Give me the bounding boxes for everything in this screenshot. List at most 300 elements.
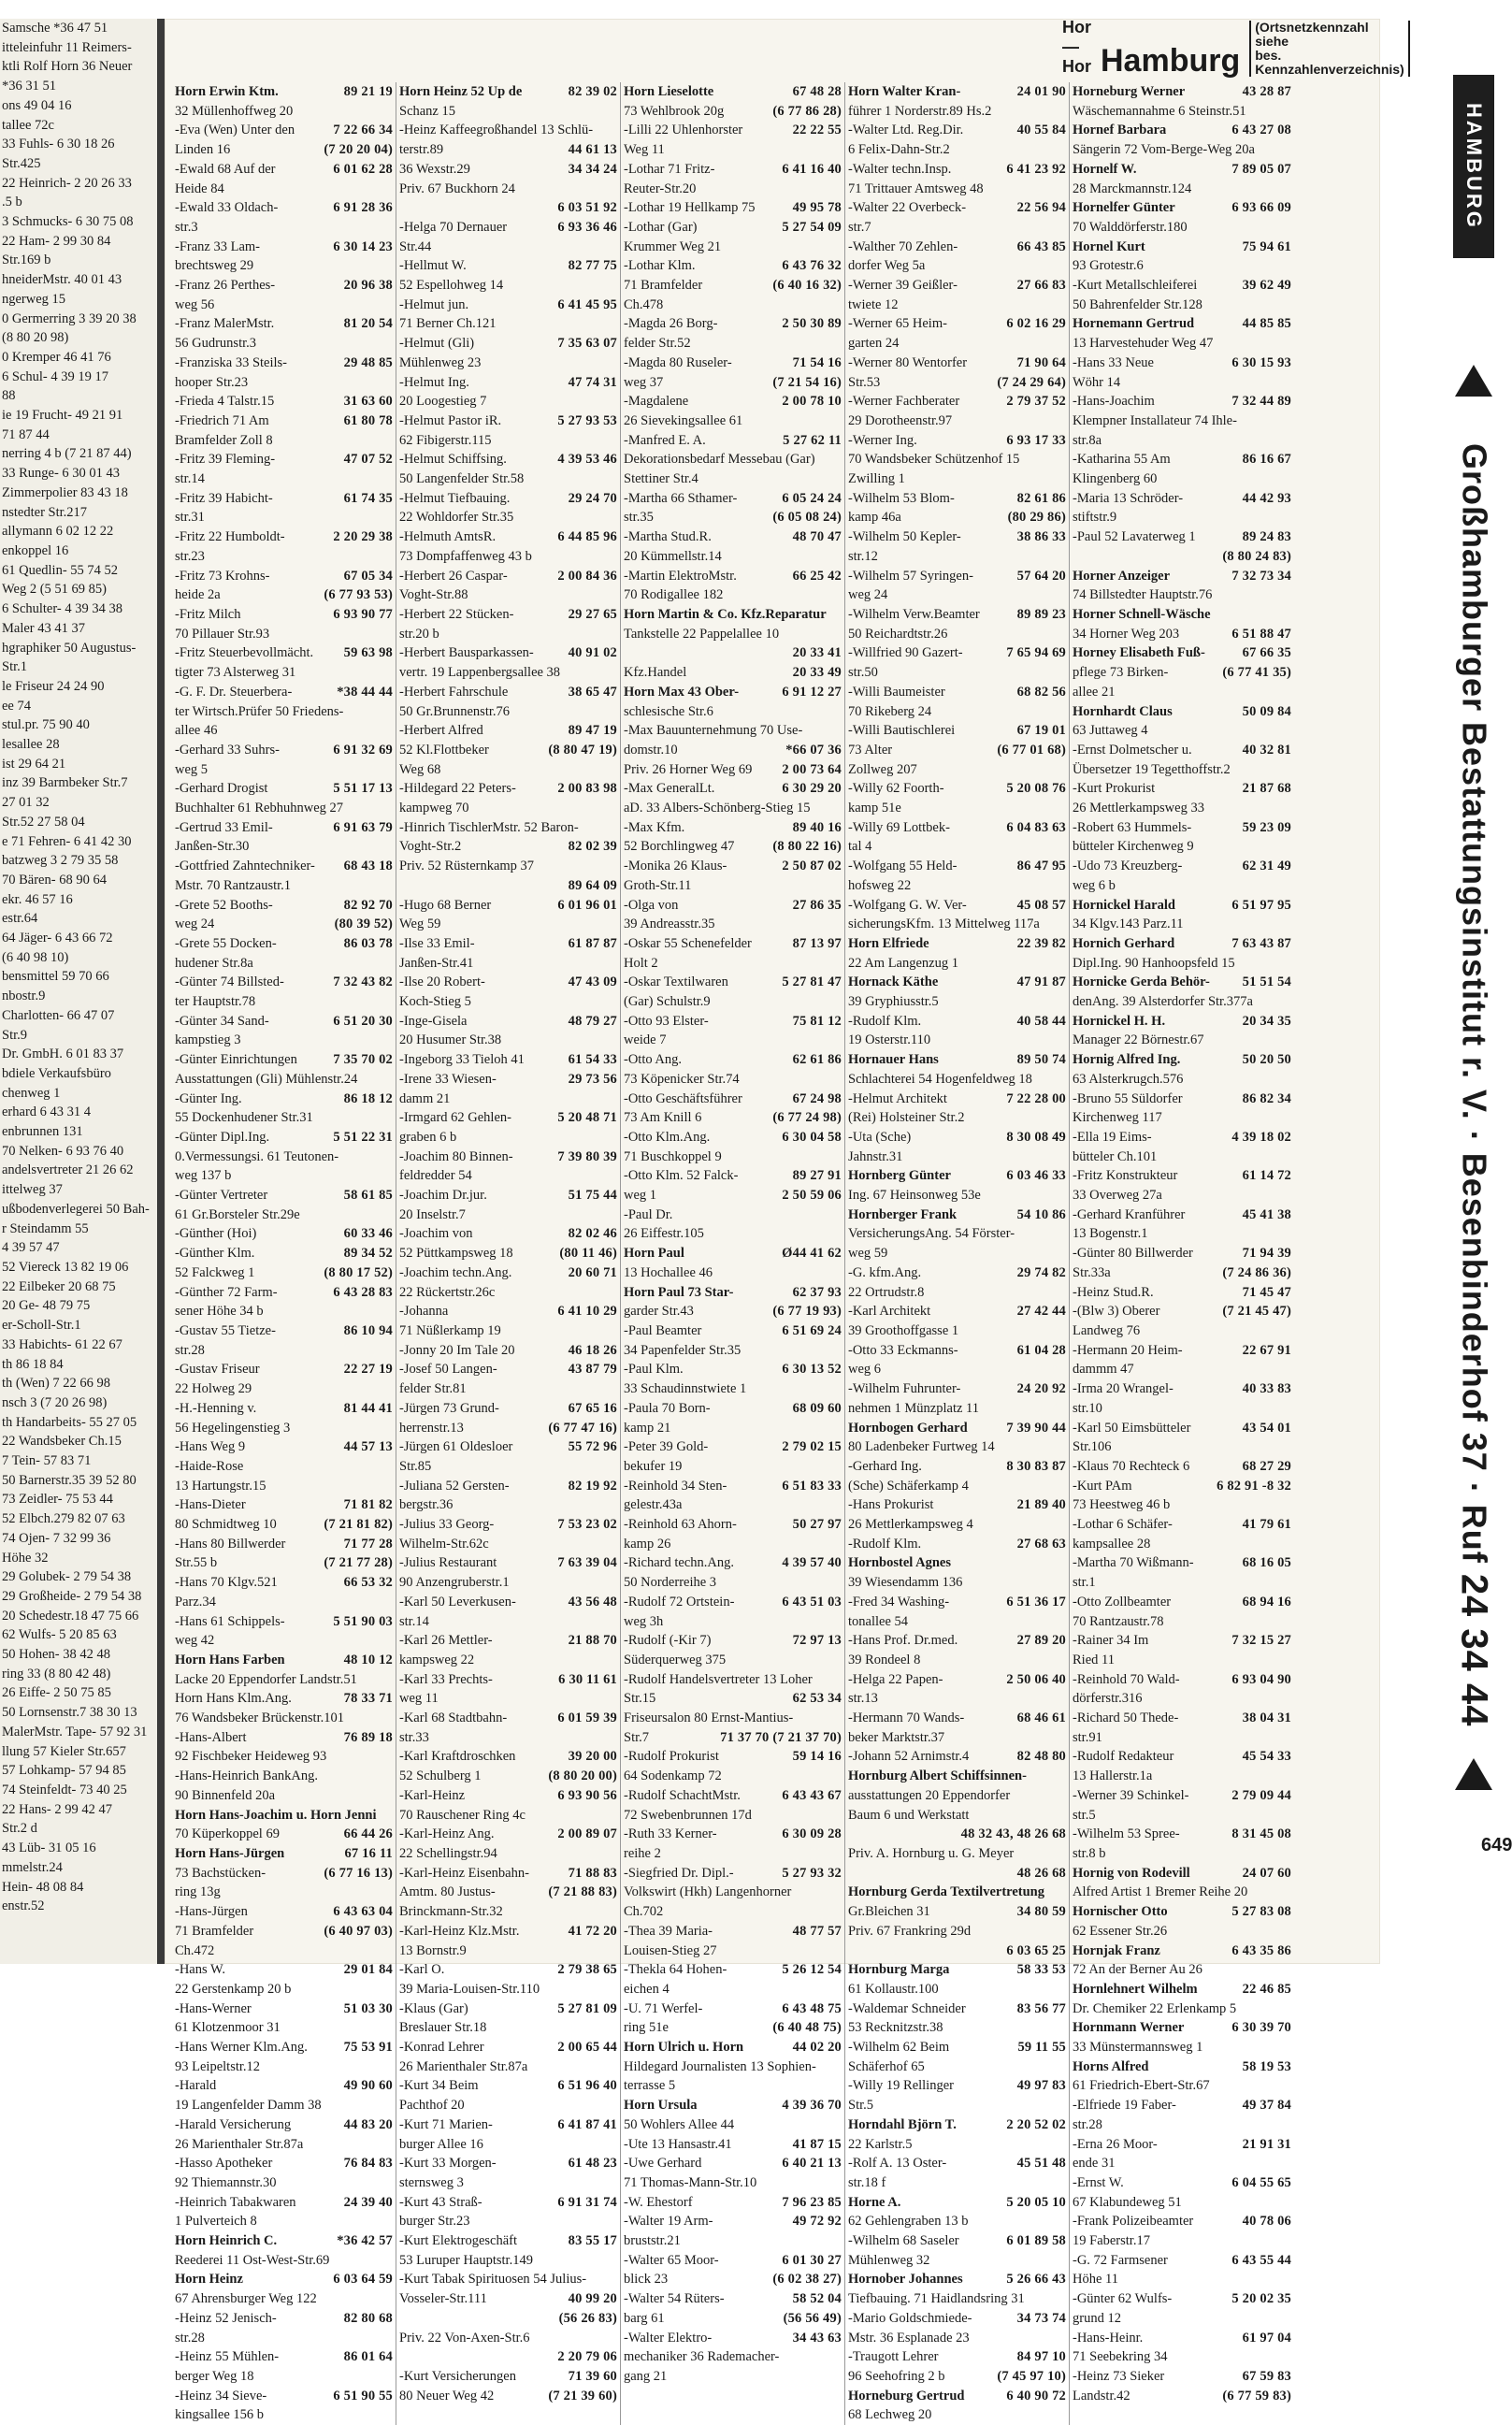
prev-page-line: Höhe 32 — [2, 1550, 49, 1566]
entry-text: -Hans-Joachim — [1073, 394, 1155, 410]
directory-entry — [624, 2057, 842, 2077]
prev-page-line: 22 Heinrich- 2 20 26 33 — [2, 175, 132, 191]
directory-entry — [1073, 721, 1291, 741]
entry-text: 53 Recknitzstr.38 — [848, 2020, 943, 2036]
entry-phone: 75 53 91 — [343, 2040, 393, 2056]
directory-entry — [175, 1050, 393, 1070]
directory-entry — [399, 818, 617, 838]
entry-phone: 82 61 86 — [1016, 490, 1066, 506]
entry-text: -G. 72 Farmsener — [1073, 2252, 1168, 2268]
entry-phone: 21 88 70 — [568, 1633, 617, 1649]
directory-entry — [848, 2193, 1066, 2213]
entry-phone: 68 09 60 — [792, 1400, 842, 1416]
directory-entry — [1073, 1090, 1291, 1109]
entry-text: -Hermann 20 Heim- — [1073, 1342, 1183, 1358]
entry-phone: 5 20 08 76 — [1006, 781, 1066, 797]
prev-page-line: llung 57 Kieler Str.657 — [2, 1743, 126, 1759]
entry-phone: 2 00 78 10 — [782, 394, 842, 410]
directory-entry — [624, 2212, 842, 2231]
entry-text: 52 Püttkampsweg 18 — [399, 1246, 513, 1262]
entry-phone: 59 14 16 — [792, 1749, 842, 1765]
entry-text: -Paula 70 Born- — [624, 1400, 711, 1416]
directory-entry — [1073, 276, 1291, 296]
entry-text: -Hans 61 Schippels- — [175, 1613, 285, 1629]
directory-entry — [624, 2018, 842, 2038]
entry-phone: 67 48 28 — [792, 84, 842, 99]
directory-entry — [1073, 1709, 1291, 1728]
directory-entry — [399, 1050, 617, 1070]
entry-text: Hornauer Hans — [848, 1052, 939, 1068]
directory-entry — [848, 1883, 1066, 1902]
directory-entry — [1073, 915, 1291, 934]
entry-text: 50 Langenfelder Str.58 — [399, 471, 525, 487]
entry-text: -Helga 70 Dernauer — [399, 219, 508, 235]
directory-entry — [1073, 663, 1291, 683]
entry-text: Str.85 — [399, 1458, 432, 1474]
entry-phone: 86 03 78 — [343, 935, 393, 951]
directory-entry — [399, 489, 617, 509]
entry-text: 39 Andreasstr.35 — [624, 917, 715, 932]
entry-phone: 2 00 83 98 — [557, 781, 617, 797]
entry-phone: 45 54 33 — [1242, 1749, 1291, 1765]
entry-phone: (6 40 48 75) — [772, 2020, 842, 2036]
entry-text: 26 Marienthaler Str.87a — [399, 2058, 528, 2074]
entry-text: 73 Wehlbrook 20g — [624, 103, 725, 119]
entry-text: -Wilhelm Fuhrunter- — [848, 1381, 961, 1397]
entry-phone: 7 53 23 02 — [557, 1517, 617, 1533]
entry-phone: 7 63 39 04 — [557, 1555, 617, 1571]
directory-entry — [624, 238, 842, 257]
directory-entry — [624, 741, 842, 760]
entry-text: 52 Kl.Flottbeker — [399, 742, 489, 758]
entry-text: Voght-Str.88 — [399, 587, 468, 603]
directory-entry — [175, 954, 393, 974]
entry-text: allee 46 — [175, 723, 218, 739]
directory-entry — [399, 1205, 617, 1225]
directory-entry — [848, 721, 1066, 741]
directory-entry — [175, 896, 393, 916]
directory-entry — [1073, 1573, 1291, 1593]
entry-text: beker Marktstr.37 — [848, 1729, 945, 1745]
entry-text: Groth-Str.11 — [624, 877, 692, 893]
entry-phone: 71 88 83 — [568, 1865, 617, 1881]
directory-entry — [399, 450, 617, 469]
entry-phone: 40 58 44 — [1016, 1013, 1066, 1029]
entry-phone: 40 55 84 — [1016, 123, 1066, 138]
directory-entry — [848, 1651, 1066, 1670]
entry-phone: 89 21 19 — [343, 84, 393, 99]
entry-phone: 29 01 84 — [343, 1962, 393, 1978]
entry-text: -Olga von — [624, 897, 679, 913]
entry-text: Janßen-Str.30 — [175, 839, 250, 855]
hamburg-side-tab: HAMBURG — [1453, 75, 1494, 258]
entry-phone: 82 80 68 — [343, 2310, 393, 2326]
directory-entry — [848, 1321, 1066, 1341]
directory-entry — [848, 1806, 1066, 1826]
entry-text: str.8a — [1073, 432, 1102, 448]
entry-phone: 6 43 48 75 — [782, 2000, 842, 2016]
directory-entry — [624, 857, 842, 876]
directory-entry — [175, 741, 393, 760]
prev-page-line: nsch 3 (7 20 26 98) — [2, 1394, 108, 1410]
directory-entry — [848, 1612, 1066, 1632]
entry-text: -Franz 33 Lam- — [175, 238, 260, 254]
directory-entry — [399, 741, 617, 760]
entry-text: Bramfelder Zoll 8 — [175, 432, 273, 448]
entry-phone: 89 34 52 — [343, 1246, 393, 1262]
prev-page-line: 0 Germerring 3 39 20 38 — [2, 310, 137, 326]
prev-page-line: th (Wen) 7 22 66 98 — [2, 1376, 111, 1392]
entry-text: denAng. 39 Alsterdorfer Str.377a — [1073, 994, 1253, 1010]
prev-page-line: Str.2 d — [2, 1821, 37, 1837]
entry-phone: 71 94 39 — [1242, 1246, 1291, 1262]
entry-text: 0.Vermessungsi. 61 Teutonen- — [175, 1148, 339, 1164]
entry-text: Dr. Chemiker 22 Erlenkamp 5 — [1073, 2000, 1237, 2016]
directory-entry — [848, 1728, 1066, 1748]
directory-entry — [399, 392, 617, 411]
directory-entry — [848, 1573, 1066, 1593]
entry-phone: 68 46 61 — [1016, 1710, 1066, 1726]
entry-phone: 40 91 02 — [568, 645, 617, 661]
prev-page-line: Dr. GmbH. 6 01 83 37 — [2, 1047, 124, 1062]
entry-text: -Eva (Wen) Unter den — [175, 123, 295, 138]
entry-phone: 2 00 84 36 — [557, 568, 617, 584]
directory-entry — [175, 1070, 393, 1090]
directory-entry — [175, 2289, 393, 2309]
entry-text: -Paul Beamter — [624, 1323, 702, 1338]
entry-text: 22 Karlstr.5 — [848, 2136, 913, 2152]
directory-entry — [624, 276, 842, 296]
entry-text: 19 Faberstr.17 — [1073, 2233, 1150, 2249]
entry-text: -Max Bauunternehmung 70 Use- — [624, 723, 803, 739]
directory-entry — [1073, 567, 1291, 586]
directory-entry — [175, 140, 393, 160]
entry-phone: 47 91 87 — [1016, 974, 1066, 990]
entry-text: ring 51e — [624, 2020, 669, 2036]
directory-entry — [624, 547, 842, 567]
directory-entry — [175, 643, 393, 663]
entry-phone: 59 11 55 — [1017, 2040, 1066, 2056]
entry-phone: 6 51 88 47 — [1231, 626, 1291, 642]
directory-entry — [399, 1031, 617, 1050]
entry-text: Str.55 b — [175, 1555, 218, 1571]
entry-text: -Herbert Bausparkassen- — [399, 645, 534, 661]
entry-phone: 6 43 35 86 — [1231, 1942, 1291, 1958]
entry-phone: 6 01 59 39 — [557, 1710, 617, 1726]
directory-entry — [848, 585, 1066, 605]
directory-entry — [848, 2038, 1066, 2057]
directory-entry — [1073, 818, 1291, 838]
entry-text: Priv. 52 Rüsternkamp 37 — [399, 859, 535, 874]
entry-text: -Karl O. — [399, 1962, 445, 1978]
entry-text: ring 13g — [175, 1884, 221, 1900]
directory-entry — [175, 625, 393, 644]
directory-entry — [624, 1767, 842, 1786]
prev-page-line: itteleinfuhr 11 Reimers- — [2, 39, 132, 55]
entry-text: -Willy 62 Foorth- — [848, 781, 944, 797]
directory-entry — [399, 1631, 617, 1651]
book-spine — [157, 19, 165, 1964]
entry-text: domstr.10 — [624, 742, 678, 758]
entry-text: -Werner 80 Wentorfer — [848, 354, 968, 370]
directory-entry — [848, 683, 1066, 702]
entry-text: berger Weg 18 — [175, 2368, 254, 2384]
directory-entry — [848, 605, 1066, 625]
entry-phone: 68 16 05 — [1242, 1555, 1291, 1571]
entry-phone: 24 07 60 — [1242, 1865, 1291, 1881]
entry-phone: 57 64 20 — [1016, 568, 1066, 584]
directory-entry — [624, 1070, 842, 1090]
entry-text: Janßen-Str.41 — [399, 955, 474, 971]
directory-entry — [624, 1341, 842, 1361]
entry-text: -Heinz 55 Mühlen- — [175, 2349, 280, 2365]
entry-text: Schäferhof 65 — [848, 2058, 925, 2074]
entry-phone: 49 97 83 — [1016, 2078, 1066, 2094]
entry-text: brechtsweg 29 — [175, 258, 254, 274]
directory-entry — [175, 1786, 393, 1806]
directory-entry — [175, 334, 393, 354]
directory-entry — [848, 314, 1066, 334]
prev-page-line: 4 39 57 47 — [2, 1240, 60, 1256]
entry-text: -Joachim techn.Ang. — [399, 1264, 512, 1280]
entry-text: weg 11 — [399, 1691, 439, 1707]
directory-entry — [624, 2076, 842, 2096]
directory-entry — [848, 489, 1066, 509]
directory-entry — [399, 140, 617, 160]
directory-entry — [399, 2173, 617, 2193]
directory-entry — [1073, 1148, 1291, 1167]
prev-page-line: 50 Barnerstr.35 39 52 80 — [2, 1472, 137, 1488]
directory-entry — [624, 1050, 842, 1070]
entry-text: -Reinhold 70 Wald- — [1073, 1671, 1180, 1687]
entry-text: -Heinz 52 Jenisch- — [175, 2310, 277, 2326]
entry-text: 62 Fibigerstr.115 — [399, 432, 492, 448]
directory-entry — [399, 683, 617, 702]
entry-text: -Grete 55 Docken- — [175, 935, 277, 951]
directory-entry — [399, 1437, 617, 1457]
directory-entry — [1073, 2309, 1291, 2329]
directory-entry — [399, 1786, 617, 1806]
entry-text: -Karl-Heinz Eisenbahn- — [399, 1865, 529, 1881]
entry-text: -Heinz 73 Sieker — [1073, 2368, 1165, 2384]
directory-entry — [175, 2231, 393, 2251]
entry-text: -Joachim von — [399, 1226, 473, 1242]
prev-page-line: lesallee 28 — [2, 737, 60, 753]
entry-text: Krummer Weg 21 — [624, 238, 722, 254]
entry-text: -Karl 33 Prechts- — [399, 1671, 493, 1687]
directory-entry — [1073, 1902, 1291, 1922]
prev-page-line: 22 Ham- 2 99 30 84 — [2, 233, 111, 249]
entry-text: Priv. 26 Horner Weg 69 — [624, 761, 753, 777]
directory-entry — [1073, 160, 1291, 180]
entry-phone: 7 22 66 34 — [333, 123, 393, 138]
directory-entry — [848, 2212, 1066, 2231]
directory-entry — [624, 1922, 842, 1941]
directory-entry — [399, 1941, 617, 1961]
directory-entry — [624, 683, 842, 702]
entry-text: str.20 b — [399, 626, 439, 642]
directory-entry — [624, 876, 842, 896]
entry-phone: 68 82 56 — [1016, 684, 1066, 700]
entry-phone: 7 32 15 27 — [1231, 1633, 1291, 1649]
entry-text: -Thekla 64 Hohen- — [624, 1962, 727, 1978]
entry-text: -Willi Bautischlerei — [848, 723, 956, 739]
entry-text: -Helmut Pastor iR. — [399, 412, 502, 428]
directory-entry — [399, 2309, 617, 2329]
directory-entry — [848, 547, 1066, 567]
directory-entry — [848, 837, 1066, 857]
directory-entry — [399, 896, 617, 916]
directory-entry — [1073, 354, 1291, 373]
directory-entry — [399, 643, 617, 663]
directory-entry — [848, 1960, 1066, 1980]
directory-entry — [1073, 392, 1291, 411]
directory-entry — [624, 663, 842, 683]
directory-entry — [848, 2115, 1066, 2135]
entry-text: Priv. 67 Buckhorn 24 — [399, 180, 515, 196]
directory-entry — [624, 973, 842, 992]
directory-entry — [1073, 1477, 1291, 1496]
prev-page-line: (6 40 98 10) — [2, 949, 69, 965]
directory-entry — [399, 2076, 617, 2096]
directory-entry — [399, 1457, 617, 1477]
entry-phone: 6 51 90 55 — [333, 2388, 393, 2403]
directory-entry — [175, 198, 393, 218]
entry-text: 55 Dockenhudener Str.31 — [175, 1110, 313, 1126]
directory-entry — [175, 1960, 393, 1980]
directory-entry — [1073, 1186, 1291, 1205]
entry-phone: 55 72 96 — [568, 1439, 617, 1455]
directory-entry — [399, 1399, 617, 1419]
entry-text: Ch.478 — [624, 296, 664, 312]
entry-text: Kfz.Handel — [624, 665, 687, 681]
directory-entry — [848, 1186, 1066, 1205]
entry-phone: 72 97 13 — [792, 1633, 842, 1649]
entry-text: -Günter 62 Wulfs- — [1073, 2291, 1173, 2307]
entry-text: -Wilhelm 62 Beim — [848, 2040, 950, 2056]
entry-text: 39 Gryphiusstr.5 — [848, 994, 939, 1010]
entry-phone: (7 21 88 83) — [548, 1884, 617, 1900]
directory-entry — [624, 1709, 842, 1728]
entry-phone: (7 24 29 64) — [997, 374, 1066, 390]
directory-entry — [1073, 760, 1291, 780]
entry-text: terstr.89 — [399, 142, 444, 158]
directory-entry — [1073, 1670, 1291, 1690]
prev-page-line: nstedter Str.217 — [2, 504, 88, 520]
directory-entry — [624, 1902, 842, 1922]
directory-entry — [1073, 489, 1291, 509]
directory-entry — [624, 2038, 842, 2057]
directory-entry — [1073, 2038, 1291, 2057]
directory-entry — [848, 469, 1066, 489]
entry-text: aD. 33 Albers-Schönberg-Stieg 15 — [624, 801, 811, 816]
directory-entry — [175, 354, 393, 373]
directory-entry — [175, 1437, 393, 1457]
directory-entry — [175, 934, 393, 954]
entry-phone: 40 78 06 — [1242, 2214, 1291, 2230]
entry-phone: 6 43 63 04 — [333, 1904, 393, 1920]
directory-entry — [624, 1689, 842, 1709]
entry-text: str.50 — [848, 665, 878, 681]
entry-text: Vosseler-Str.111 — [399, 2291, 487, 2307]
directory-entry — [1073, 799, 1291, 818]
directory-entry — [848, 1864, 1066, 1884]
entry-text: 70 Küperkoppel 69 — [175, 1826, 280, 1842]
directory-entry — [1073, 1263, 1291, 1283]
entry-phone: 6 43 51 03 — [782, 1594, 842, 1609]
entry-text: 61 Kollaustr.100 — [848, 1981, 939, 1997]
entry-text: -Oskar 55 Schenefelder — [624, 935, 752, 951]
entry-phone: 89 27 91 — [792, 1168, 842, 1184]
entry-text: Horn Max 43 Ober- — [624, 684, 740, 700]
entry-phone: 6 04 55 65 — [1231, 2174, 1291, 2190]
directory-entry — [175, 2135, 393, 2155]
entry-text: Horn Ursula — [624, 2098, 698, 2114]
entry-text: Schanz 15 — [399, 103, 455, 119]
entry-text: -Helmut Tiefbauing. — [399, 490, 511, 506]
entry-phone: (6 40 16 32) — [772, 278, 842, 294]
entry-text: -Otto 93 Elster- — [624, 1013, 709, 1029]
entry-phone: 89 64 09 — [568, 877, 617, 893]
entry-text: -Gottfried Zahntechniker- — [175, 859, 315, 874]
prev-page-line: stul.pr. 75 90 40 — [2, 717, 90, 733]
entry-phone: 48 32 43, 48 26 68 — [960, 1826, 1066, 1842]
entry-text: -Konrad Lehrer — [399, 2040, 484, 2056]
entry-text: (Sche) Schäferkamp 4 — [848, 1478, 969, 1494]
directory-page — [165, 18, 1512, 2423]
entry-text: Hornack Käthe — [848, 974, 939, 990]
entry-text: -Hans-Heinrich BankAng. — [175, 1768, 319, 1784]
entry-phone: 4 39 53 46 — [557, 452, 617, 468]
directory-entry — [624, 643, 842, 663]
entry-phone: 86 82 34 — [1242, 1090, 1291, 1106]
prev-page-line: batzweg 3 2 79 35 58 — [2, 853, 119, 869]
entry-phone: 46 18 26 — [568, 1342, 617, 1358]
entry-text: Zwilling 1 — [848, 471, 905, 487]
directory-entry — [624, 2367, 842, 2387]
entry-text: Weg 11 — [624, 142, 665, 158]
directory-entry — [624, 1651, 842, 1670]
entry-text: Übersetzer 19 Tegetthoffstr.2 — [1073, 761, 1231, 777]
prev-page-line: 74 Steinfeldt- 73 40 25 — [2, 1782, 127, 1797]
directory-entry — [175, 1535, 393, 1554]
directory-entry — [399, 954, 617, 974]
entry-phone: 5 51 90 03 — [333, 1613, 393, 1629]
entry-text: Priv. 67 Frankring 29d — [848, 1923, 972, 1939]
directory-entry — [1073, 1651, 1291, 1670]
entry-text: 50 Norderreihe 3 — [624, 1575, 717, 1591]
prev-page-line: ekr. 46 57 16 — [2, 891, 73, 907]
entry-phone: 6 51 97 95 — [1231, 897, 1291, 913]
entry-phone: 75 94 61 — [1242, 238, 1291, 254]
prev-page-line: Str.52 27 58 04 — [2, 814, 85, 830]
entry-text: 63 Alsterkrugch.576 — [1073, 1071, 1184, 1087]
entry-phone: (6 77 01 68) — [997, 742, 1066, 758]
entry-text: Mstr. 36 Esplanade 23 — [848, 2330, 970, 2346]
directory-entry — [399, 2347, 617, 2367]
directory-entry — [848, 876, 1066, 896]
entry-text: -Thea 39 Maria- — [624, 1923, 713, 1939]
directory-entry — [175, 314, 393, 334]
directory-entry — [848, 1922, 1066, 1941]
prev-page-line: th 86 18 84 — [2, 1356, 64, 1372]
directory-entry — [848, 1709, 1066, 1728]
entry-text: Hornemann Gertrud — [1073, 316, 1195, 332]
entry-text: Kirchenweg 117 — [1073, 1110, 1162, 1126]
directory-entry — [175, 1302, 393, 1321]
entry-text: -Rudolf Klm. — [848, 1536, 922, 1552]
entry-phone: 48 26 68 — [1016, 1865, 1066, 1881]
